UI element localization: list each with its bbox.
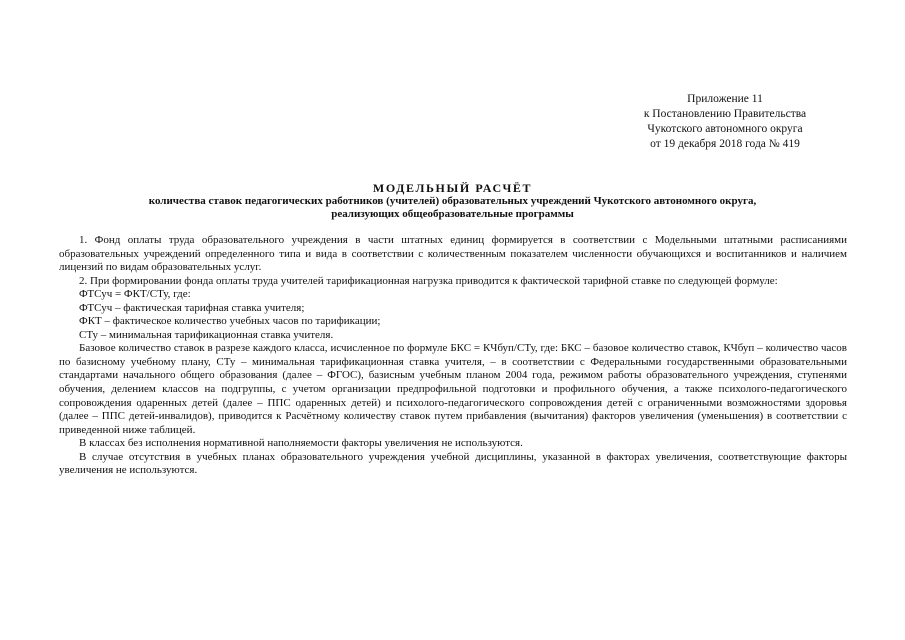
document-title: МОДЕЛЬНЫЙ РАСЧЁТ xyxy=(372,181,533,195)
subtitle-line-1: количества ставок педагогических работников (учителей) образовательных учреждений Чукотского автономного округа, xyxy=(148,195,757,207)
appendix-region: Чукотского автономного округа xyxy=(647,123,803,135)
paragraph-1: 1. Фонд оплаты труда образовательного учреждения в части штатных единиц формируется в соответствии с Модельными штатными расписаниями образовательных учреждений определенного типа и вида в соответствии с количественным показателем численности обучающихся и воспитанников и наличием лицензий по видам образовательных услуг. xyxy=(59,234,847,274)
appendix-date: от 19 декабря 2018 года № 419 xyxy=(650,138,800,150)
appendix-resolution: к Постановлению Правительства xyxy=(643,108,807,120)
paragraph-5: В случае отсутствия в учебных планах образовательного учреждения учебной дисциплины, указанной в факторах увеличения, соответствующие факторы увеличения не используются. xyxy=(59,450,847,477)
definition-fkt: ФКТ – фактическое количество учебных часов по тарификации; xyxy=(79,315,381,328)
paragraph-2: 2. При формировании фонда оплаты труда учителей тарификационная нагрузка приводится к фактической тарифной ставке по следующей формуле: xyxy=(79,274,778,287)
formula: ФТСуч = ФКТ/СТу, где: xyxy=(79,288,191,301)
document-body xyxy=(59,234,847,478)
definition-ftsuch: ФТСуч – фактическая тарифная ставка учителя; xyxy=(79,301,305,314)
paragraph-3: Базовое количество ставок в разрезе каждого класса, исчисленное по формуле БКС = КЧбуп/СТу, где: БКС – базовое количество ставок, КЧбуп – количество часов по базисному учебному плану, СТу – минимальная тарификационная ставка учителя, – в соответствии с Федеральными государственными образовательными стандартами начального общего образования (далее – ФГОС), базисным учебным планом 2004 года, режимом работы образовательного учреждения, ступенями обучения, делением классов на подгруппы, с учетом организации предпрофильной подготовки и профильного обучения, а также психолого-педагогического сопровождения одаренных детей (далее – ППС одаренных детей) и психолого-педагогического сопровождения детей с ограниченными возможностями здоровья (далее – ППС детей-инвалидов), приводится к Расчётному количеству ставок путем прибавления (вычитания) факторов увеличения (уменьшения) в соответствии с приведенной ниже таблицей. xyxy=(59,342,847,436)
definition-stu: СТу – минимальная тарификационная ставка учителя. xyxy=(79,328,334,341)
appendix-header xyxy=(610,92,840,152)
paragraph-4: В классах без исполнения нормативной наполняемости факторы увеличения не используются. xyxy=(79,437,523,450)
subtitle-line-2: реализующих общеобразовательные программы xyxy=(331,208,574,220)
document-subtitle xyxy=(60,195,845,221)
appendix-number: Приложение 11 xyxy=(687,93,763,105)
